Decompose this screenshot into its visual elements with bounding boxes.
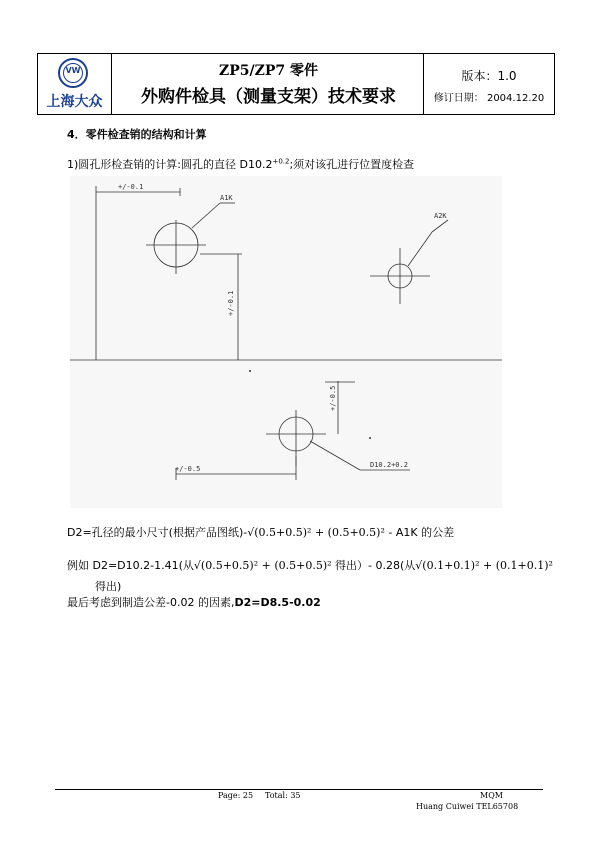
tol-vert1-label: +/-0.1 <box>227 290 235 316</box>
final-line <box>67 594 321 610</box>
tol-bottom-label: +/-0.5 <box>175 465 201 473</box>
d2-formula <box>67 524 454 540</box>
revision-date: 修订日期： 2004.12.20 <box>433 93 545 104</box>
final-text: 最后考虑到制造公差-0.02 的因素, <box>67 596 235 609</box>
line1-tolerance: +0.2 <box>272 157 290 166</box>
footer-page: Page: 25 <box>218 791 254 800</box>
example-text-mid: 得出）- 0.28(从 <box>331 559 416 572</box>
example-line <box>67 557 553 573</box>
d2-text-end: - A1K 的公差 <box>384 526 455 539</box>
line1-text: 1)圆孔形检查销的计算:圆孔的直径 D10.2 <box>67 158 273 171</box>
vw-logo-icon <box>58 58 88 88</box>
d2-text: D2=孔径的最小尺寸(根据产品图纸)- <box>67 526 248 539</box>
footer-divider <box>55 789 543 790</box>
example-end: 得出) <box>95 580 122 593</box>
line1-text-end: ;须对该孔进行位置度检查 <box>289 158 415 171</box>
example-text: 例如 D2=D10.2-1.41(从 <box>67 559 194 572</box>
footer-total: Total: 35 <box>265 791 301 800</box>
header-table <box>37 53 555 115</box>
example-math2: √(0.1+0.1)² + (0.1+0.1)² <box>415 559 553 572</box>
d10-label: D10.2+0.2 <box>370 461 408 469</box>
d2-math: √(0.5+0.5)² + (0.5+0.5)² <box>247 526 385 539</box>
section-heading: 4．零件检查销的结构和计算 <box>67 128 207 141</box>
footer-dept: MQM <box>480 791 503 800</box>
final-result: D2=D8.5-0.02 <box>234 596 321 609</box>
logo-text: 上海大众 <box>46 94 103 110</box>
paragraph-line1 <box>67 156 414 172</box>
tol-top-label: +/-0.1 <box>118 183 144 191</box>
logo-cell <box>38 54 112 114</box>
gauge-drawing <box>70 176 502 508</box>
version-text: 版本：1.0 <box>461 69 517 83</box>
version-cell <box>423 54 554 114</box>
a2k-label: A2K <box>434 212 447 220</box>
document-title: ZP5/ZP7 零件 <box>219 63 318 79</box>
a1k-label: A1K <box>220 194 233 202</box>
document-subtitle: 外购件检具（测量支架）技术要求 <box>141 87 396 107</box>
example-math1: √(0.5+0.5)² + (0.5+0.5)² <box>193 559 332 572</box>
tol-vert2-label: +/-0.5 <box>329 385 337 411</box>
footer-contact: Huang Cuiwei TEL65708 <box>416 802 519 811</box>
